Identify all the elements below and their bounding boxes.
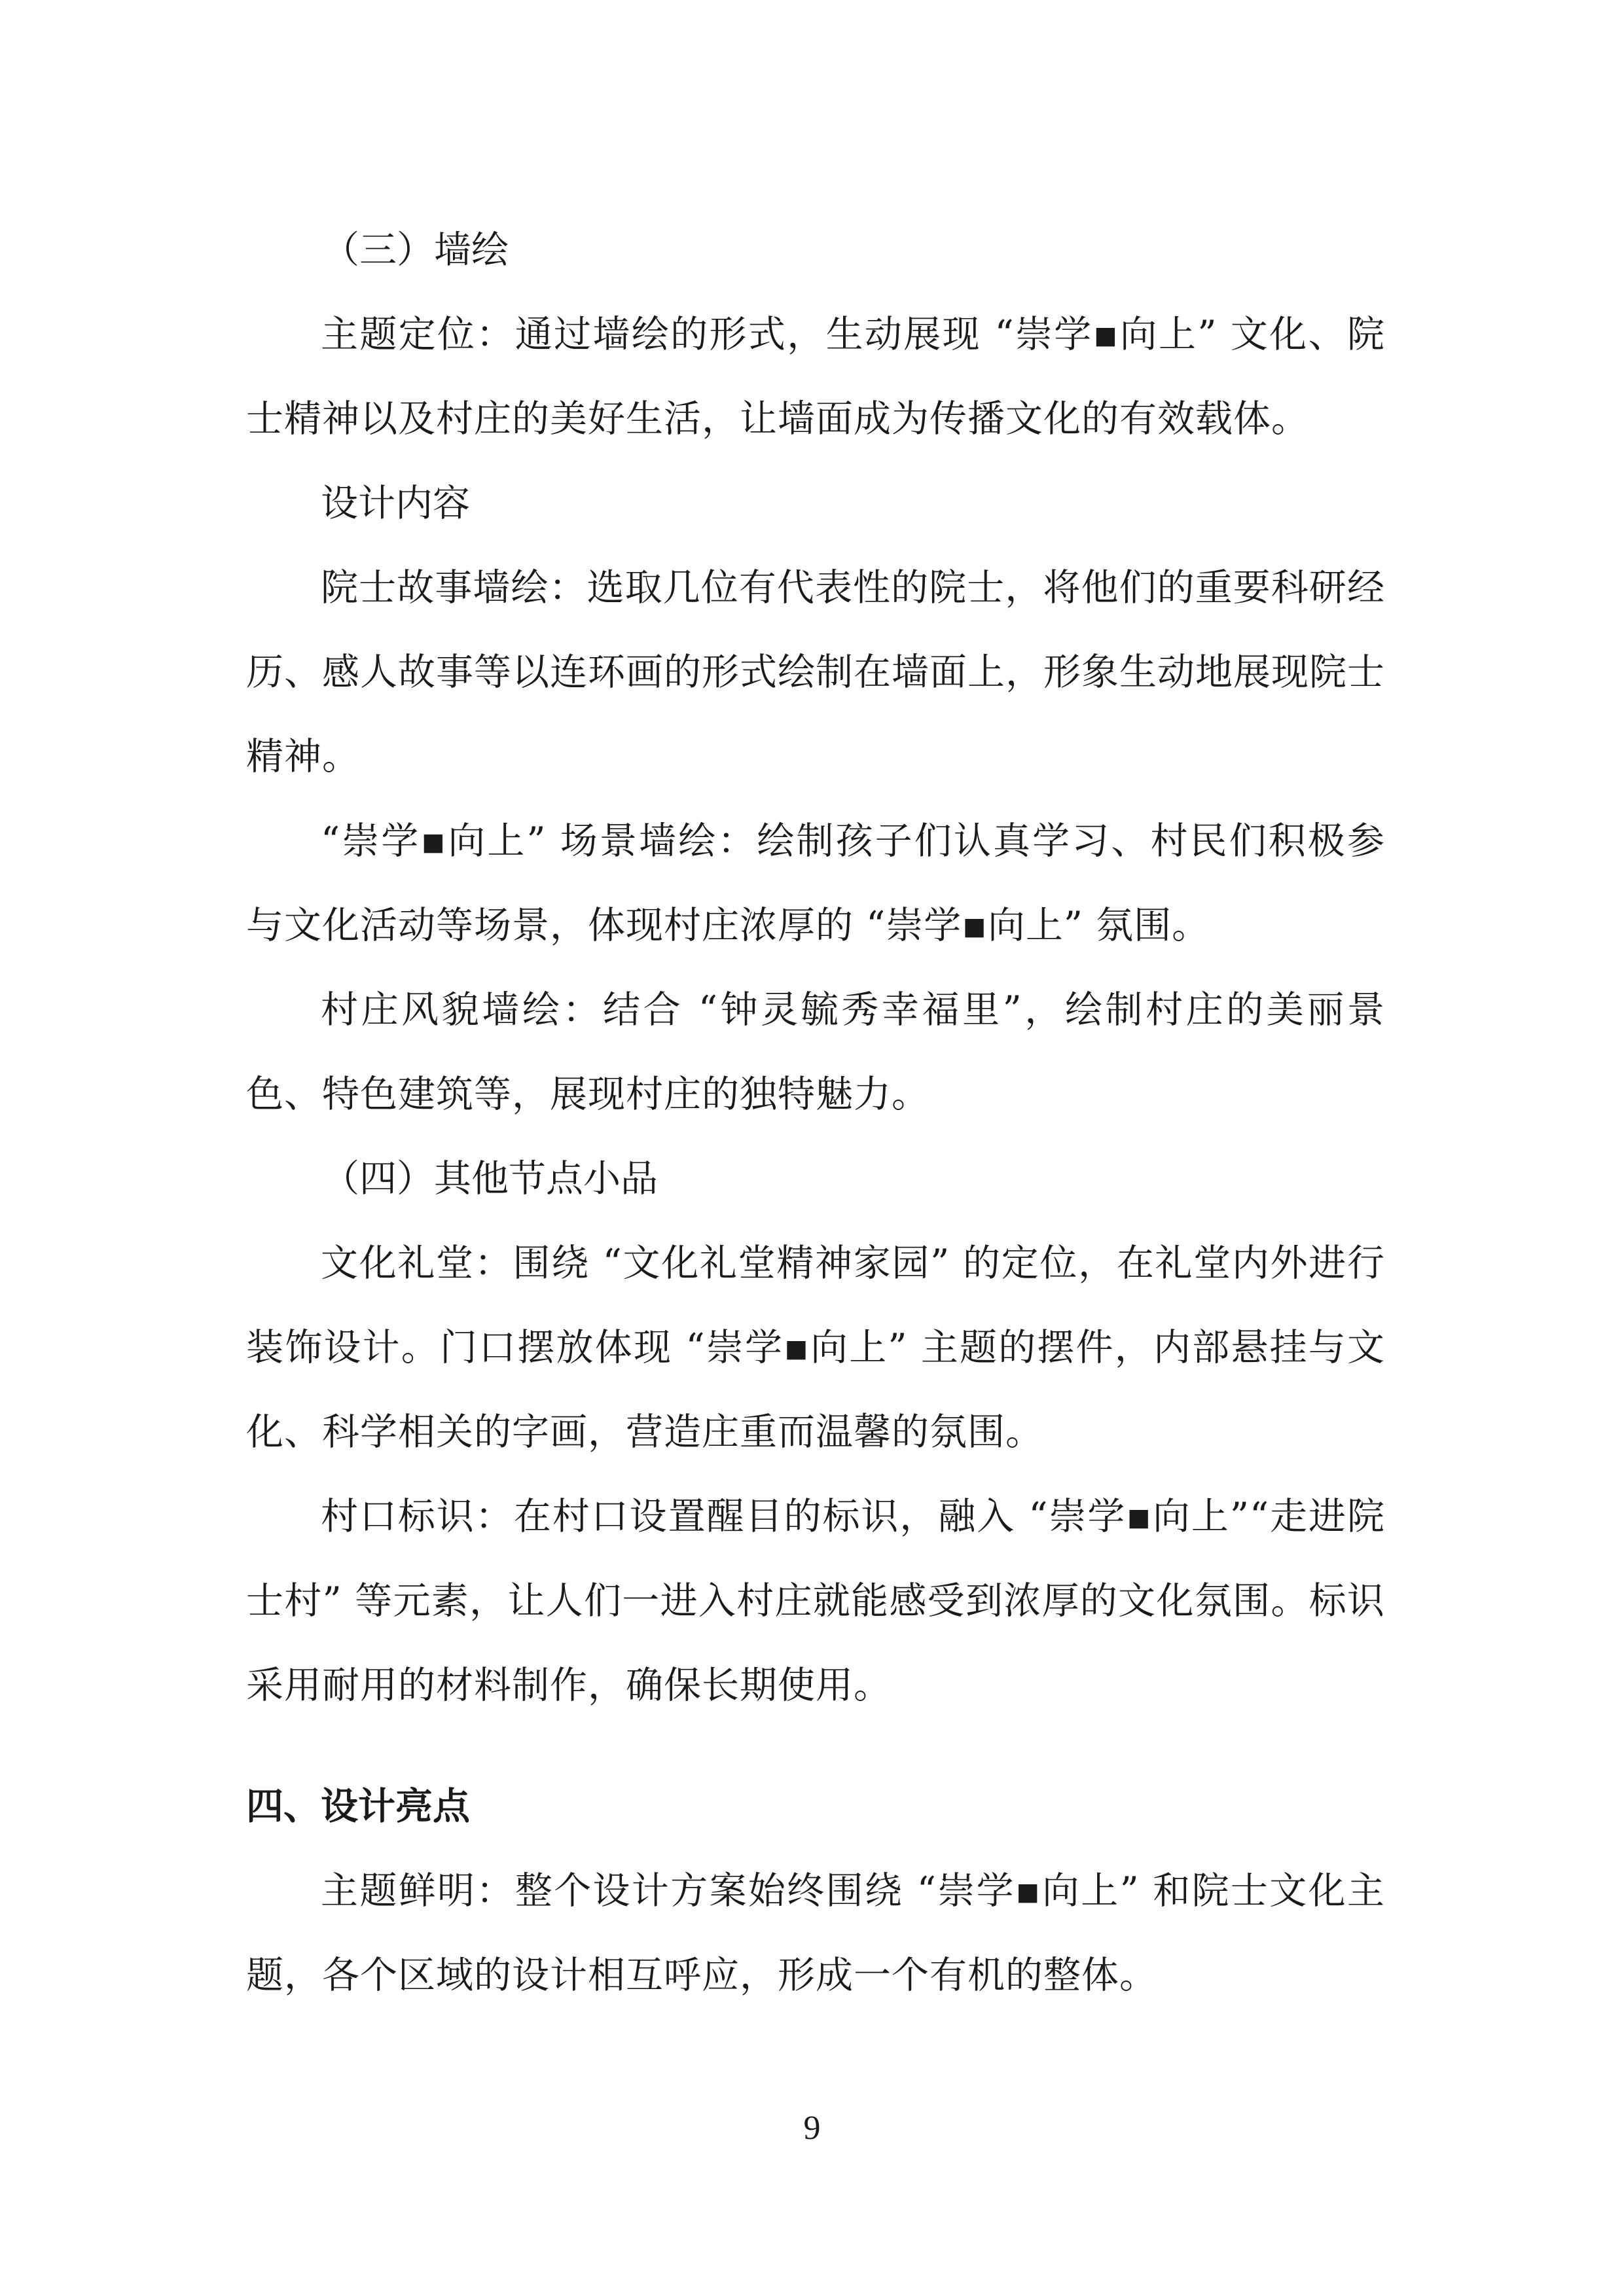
section-3-item-3-paragraph: 村庄风貌墙绘：结合 “钟灵毓秀幸福里”，绘制村庄的美丽景色、特色建筑等，展现村庄的独特魅力。 [246, 988, 1385, 1116]
chapter-4-heading: 四、设计亮点 [246, 1785, 470, 1828]
section-3-item-1-paragraph: 院士故事墙绘：选取几位有代表性的院士，将他们的重要科研经历、感人故事等以连环画的形式绘制在墙面上，形象生动地展现院士精神。 [246, 566, 1385, 778]
page-number: 9 [803, 2109, 821, 2147]
section-3-item-2-paragraph: “崇学▪向上” 场景墙绘：绘制孩子们认真学习、村民们积极参与文化活动等场景，体现村庄浓厚的 “崇学▪向上” 氛围。 [246, 819, 1385, 947]
section-3-design-label: 设计内容 [321, 482, 470, 525]
section-4-item-1-paragraph: 文化礼堂：围绕 “文化礼堂精神家园” 的定位，在礼堂内外进行装饰设计。门口摆放体现 “崇学▪向上” 主题的摆件，内部悬挂与文化、科学相关的字画，营造庄重而温馨的氛围。 [246, 1242, 1385, 1454]
page-body [246, 208, 1385, 2018]
section-4-heading: （四）其他节点小品 [322, 1157, 658, 1200]
chapter-4-item-1-paragraph: 主题鲜明：整个设计方案始终围绕 “崇学▪向上” 和院士文化主题，各个区域的设计相互呼应，形成一个有机的整体。 [246, 1869, 1385, 1997]
section-4-item-2-paragraph: 村口标识：在村口设置醒目的标识，融入 “崇学▪向上”“走进院士村” 等元素，让人们一进入村庄就能感受到浓厚的文化氛围。标识采用耐用的材料制作，确保长期使用。 [246, 1495, 1385, 1707]
section-3-theme-paragraph: 主题定位：通过墙绘的形式，生动展现 “崇学▪向上” 文化、院士精神以及村庄的美好生活，让墙面成为传播文化的有效载体。 [246, 313, 1385, 440]
section-3-heading: （三）墙绘 [322, 228, 509, 272]
